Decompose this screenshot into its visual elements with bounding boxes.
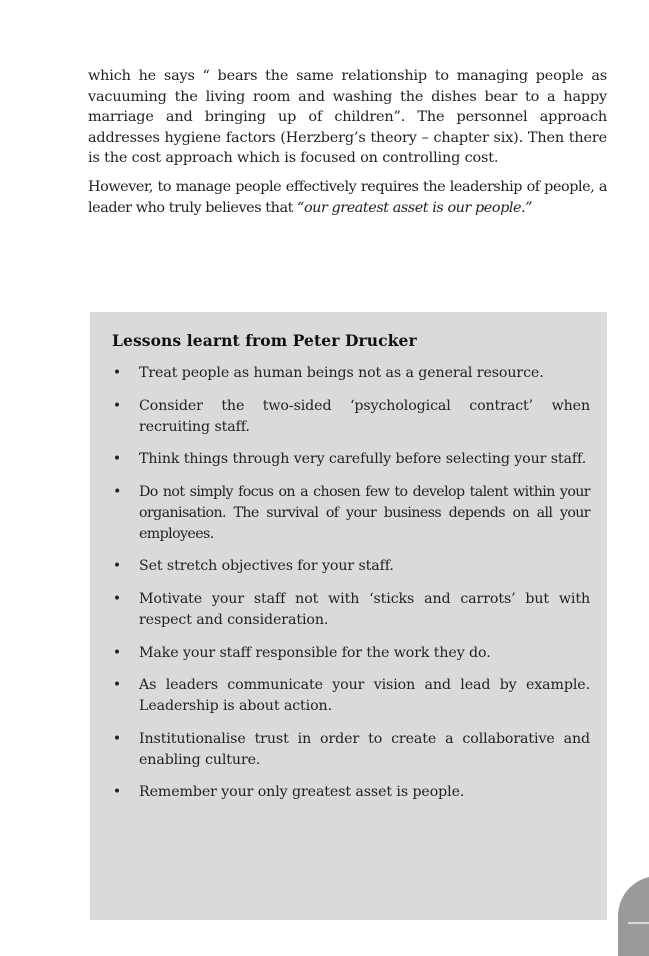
bullet-icon: • [112, 677, 122, 694]
bullet-icon: • [113, 483, 121, 500]
lesson-text: Consider the two-sided ‘psychological contract’ when recruiting staff. [139, 397, 590, 435]
lesson-item [112, 643, 590, 664]
body-paragraph-conclusion [88, 177, 607, 218]
lesson-item [112, 449, 590, 470]
lesson-item [112, 782, 590, 803]
conclusion-text: However, to manage people effectively requires the leadership of people, a leader who truly believes that [88, 179, 607, 216]
bullet-icon: • [112, 397, 122, 414]
bullet-icon: • [112, 644, 122, 661]
lessons-title: Lessons learnt from Peter Drucker [112, 331, 417, 350]
lesson-text: Set stretch objectives for your staff. [139, 558, 394, 575]
lesson-item [112, 589, 590, 631]
lesson-item [112, 363, 590, 384]
quote-emphasis: “our greatest asset is our people.” [297, 199, 533, 216]
lesson-item [112, 396, 590, 438]
lesson-text: Think things through very carefully before selecting your staff. [139, 451, 587, 468]
bullet-icon: • [112, 365, 122, 381]
lesson-text: As leaders communicate your vision and lead by example. Leadership is about action. [139, 677, 590, 715]
bullet-icon: • [112, 784, 122, 801]
lesson-item [112, 556, 590, 577]
lesson-item [112, 729, 590, 771]
bullet-icon: • [112, 451, 122, 468]
lesson-text: Treat people as human beings not as a general resource. [139, 365, 544, 381]
body-paragraph: which he says “ bears the same relationship to managing people as vacuuming the living room and washing the dishes bear to a happy marriage and bringing up of children”. The personnel approach addresses hygiene factors (Herzberg’s theory – chapter six). Then there is the cost approach which is focused on controlling cost. [88, 68, 607, 166]
bullet-icon: • [112, 558, 122, 575]
page-corner-tab [618, 876, 649, 956]
lessons-box [90, 312, 607, 920]
lesson-text: Motivate your staff not with ‘sticks and carrots’ but with respect and consideration. [139, 590, 590, 628]
lesson-item [112, 482, 590, 545]
lesson-text: Do not simply focus on a chosen few to develop talent within your organisation. The survival of your business depends on all your employees. [139, 483, 590, 542]
lesson-text: Remember your only greatest asset is people. [139, 784, 465, 801]
bullet-icon: • [112, 590, 122, 607]
lesson-text: Institutionalise trust in order to create a collaborative and enabling culture. [139, 730, 590, 768]
page-tab-rule [628, 922, 649, 924]
lesson-text: Make your staff responsible for the work they do. [139, 644, 491, 661]
bullet-icon: • [112, 730, 122, 747]
lesson-item [112, 675, 590, 717]
lessons-list [112, 363, 590, 815]
